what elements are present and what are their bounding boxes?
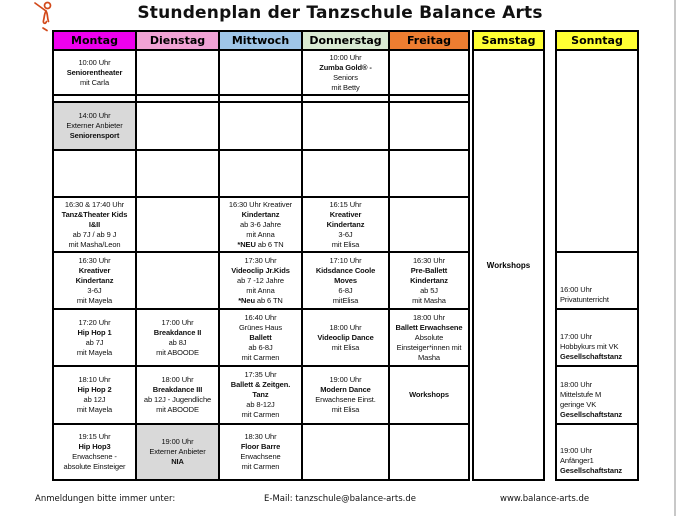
class-cell-freitag-r5	[390, 253, 468, 308]
schedule-line: Floor Barre	[240, 442, 281, 451]
schedule-line: 17:10 Uhr	[329, 255, 362, 265]
empty-cell-dienstag-r2	[137, 103, 218, 149]
schedule-line: Hip Hop 1	[77, 327, 112, 337]
class-cell-sonntag-3	[557, 365, 637, 423]
schedule-line: Zumba Gold® -	[319, 62, 372, 72]
schedule-line: 17:30 Uhr	[244, 255, 277, 265]
schedule-line: 16:30 Uhr	[412, 255, 446, 265]
schedule-line: ab 5J	[420, 285, 438, 295]
schedule-line: mit Elisa	[331, 342, 360, 352]
footer-registration-note: Anmeldungen bitte immer unter:	[35, 494, 176, 504]
schedule-line: Workshops	[486, 260, 531, 270]
empty-cell-dienstag-r5	[137, 253, 218, 308]
empty-cell-donnerstag-r8	[303, 425, 388, 479]
schedule-line: Ballett & Zeitgen.	[230, 380, 291, 389]
empty-cell-freitag-r4	[390, 198, 468, 251]
schedule-line: Breakdance III	[152, 385, 203, 394]
schedule-line: 16:15 Uhr	[329, 199, 362, 209]
schedule-line: Seniorentheater	[66, 67, 123, 77]
schedule-line: 10:00 Uhr	[78, 57, 111, 67]
schedule-line: ab 6-8J	[248, 342, 273, 352]
schedule-line: Seniorensport	[69, 131, 120, 140]
schedule-line: mit Masha	[412, 295, 446, 305]
schedule-line: Tanz	[252, 390, 269, 399]
schedule-line: I&II	[88, 219, 101, 229]
schedule-line: ab 8-12J	[246, 400, 275, 409]
class-cell-freitag-r7	[390, 367, 468, 423]
schedule-line: 19:15 Uhr	[78, 432, 111, 441]
schedule-line: Ballett	[249, 332, 272, 342]
schedule-line: 16:00 Uhr	[560, 285, 593, 294]
class-cell-sonntag-4	[557, 423, 637, 479]
schedule-line: Videoclip Jr.Kids	[231, 265, 290, 275]
schedule-line: 18:00 Uhr	[161, 375, 194, 384]
schedule-line: *Neu ab 6 TN	[238, 295, 283, 305]
schedule-line: 17:00 Uhr	[161, 317, 194, 327]
schedule-line: 18:10 Uhr	[78, 375, 111, 384]
day-header-sonntag: Sonntag	[557, 32, 637, 51]
schedule-line: ab 7J / ab 9 J	[72, 229, 117, 239]
schedule-line: mit Betty	[331, 82, 360, 92]
class-cell-donnerstag-r4	[303, 198, 388, 251]
class-cell-montag-r5	[54, 253, 135, 308]
footer-website: www.balance-arts.de	[500, 494, 590, 504]
day-header-mittwoch: Mittwoch	[220, 32, 301, 49]
schedule-line: mit Mayela	[76, 295, 113, 305]
schedule-line: Kreativer	[329, 209, 362, 219]
schedule-line: Externer Anbieter	[66, 121, 123, 130]
schedule-line: 16:40 Uhr	[244, 312, 277, 322]
class-cell-sonntag-1	[557, 251, 637, 308]
class-cell-sonntag-2	[557, 308, 637, 365]
class-cell-dienstag-r8	[137, 425, 218, 479]
schedule-line: Externer Anbieter	[149, 447, 206, 456]
schedule-line: Breakdance II	[153, 327, 202, 337]
schedule-line: mit Anna	[246, 285, 275, 295]
schedule-line: mit ABOODE	[156, 405, 199, 414]
schedule-line: ab 12J - Jugendliche	[143, 395, 212, 404]
schedule-line: Anfänger1	[560, 456, 594, 465]
empty-cell-donnerstag-r3	[303, 151, 388, 196]
class-cell-montag-r4	[54, 198, 135, 251]
schedule-line: 14:00 Uhr	[78, 111, 111, 120]
schedule-line: ab 3-6 Jahre	[240, 219, 281, 229]
schedule-line: Grünes Haus	[238, 322, 283, 332]
empty-cell-dienstag-r0	[137, 51, 218, 94]
schedule-line: Workshops	[409, 390, 449, 399]
footer-email: E-Mail: tanzschule@balance-arts.de	[264, 494, 416, 504]
schedule-line: absolute Einsteiger	[63, 462, 126, 471]
schedule-line: ab 12J	[83, 395, 106, 404]
schedule-line: 18:00 Uhr	[329, 322, 362, 332]
schedule-line: 19:00 Uhr	[560, 446, 593, 455]
schedule-line: Kreativer	[78, 265, 111, 275]
schedule-line: ab 8J	[168, 337, 187, 347]
saturday-column	[472, 30, 545, 481]
schedule-line: mit Elisa	[331, 405, 360, 414]
schedule-line: Hip Hop 2	[77, 385, 112, 394]
schedule-line: 18:00 Uhr	[560, 380, 593, 389]
empty-cell-freitag-r1	[390, 96, 468, 101]
page-title: Stundenplan der Tanzschule Balance Arts	[137, 3, 543, 23]
weekday-schedule-grid	[52, 30, 470, 481]
class-cell-donnerstag-r6	[303, 310, 388, 365]
empty-cell-donnerstag-r2	[303, 103, 388, 149]
empty-cell-montag-r3	[54, 151, 135, 196]
schedule-line: 16:30 & 17:40 Uhr	[64, 199, 125, 209]
class-cell-montag-r8	[54, 425, 135, 479]
schedule-line: 19:00 Uhr	[329, 375, 362, 384]
class-cell-mittwoch-r6	[220, 310, 301, 365]
day-header-montag: Montag	[54, 32, 135, 49]
empty-cell-freitag-r8	[390, 425, 468, 479]
schedule-line: Seniors	[333, 72, 358, 82]
schedule-line: Hip Hop3	[78, 442, 111, 451]
schedule-line: 17:20 Uhr	[78, 317, 111, 327]
sunday-column	[555, 30, 639, 481]
day-header-dienstag: Dienstag	[137, 32, 218, 49]
schedule-line: Hobbykurs mit VK	[560, 342, 619, 351]
schedule-line: 10:00 Uhr	[329, 52, 362, 62]
schedule-line: Videoclip Dance	[317, 332, 374, 342]
schedule-line: mit Mayela	[76, 347, 113, 357]
schedule-line: Mittelstufe M	[560, 390, 602, 399]
class-cell-dienstag-r6	[137, 310, 218, 365]
empty-cell-mittwoch-r2	[220, 103, 301, 149]
empty-cell-freitag-r3	[390, 151, 468, 196]
schedule-line: mit Carmen	[241, 410, 280, 419]
schedule-line: 18:00 Uhr	[412, 312, 446, 322]
schedule-line: mit Elisa	[331, 239, 360, 249]
page-edge-line	[674, 0, 676, 516]
schedule-line: Kindertanz	[75, 275, 114, 285]
schedule-line: Gesellschaftstanz	[560, 410, 623, 419]
schedule-line: mit ABOODE	[156, 347, 199, 357]
schedule-line: geringe VK	[560, 400, 597, 409]
empty-cell-sonntag-0	[557, 51, 637, 251]
schedule-line: ab 7 -12 Jahre	[237, 275, 284, 285]
schedule-line: Gesellschaftstanz	[560, 466, 623, 475]
class-cell-mittwoch-r8	[220, 425, 301, 479]
schedule-line: Kindertanz	[410, 275, 448, 285]
empty-cell-montag-r1	[54, 96, 135, 101]
schedule-line: 17:00 Uhr	[560, 332, 593, 341]
empty-cell-donnerstag-r1	[303, 96, 388, 101]
schedule-line: Kindertanz	[241, 209, 280, 219]
schedule-line: 18:30 Uhr	[244, 432, 277, 441]
empty-cell-dienstag-r1	[137, 96, 218, 101]
class-cell-mittwoch-r7	[220, 367, 301, 423]
schedule-line: Moves	[334, 275, 357, 285]
schedule-line: 3-6J	[338, 229, 353, 239]
schedule-line: Erwachsene	[240, 452, 281, 461]
class-cell-freitag-r6	[390, 310, 468, 365]
day-header-samstag: Samstag	[474, 32, 543, 51]
empty-cell-dienstag-r3	[137, 151, 218, 196]
schedule-line: Kindertanz	[326, 219, 365, 229]
schedule-line: 16:30 Uhr Kreativer	[228, 199, 293, 209]
class-cell-donnerstag-r7	[303, 367, 388, 423]
empty-cell-dienstag-r4	[137, 198, 218, 251]
schedule-line: mit Carla	[79, 77, 110, 87]
schedule-line: ab 7J	[85, 337, 104, 347]
schedule-line: Ballett Erwachsene	[395, 322, 463, 332]
schedule-line: 16:30 Uhr	[78, 255, 111, 265]
schedule-line: Masha	[417, 352, 440, 362]
saturday-workshops-cell	[474, 51, 543, 479]
day-header-donnerstag: Donnerstag	[303, 32, 388, 49]
empty-cell-freitag-r0	[390, 51, 468, 94]
schedule-line: mit Anna	[246, 229, 275, 239]
empty-cell-mittwoch-r3	[220, 151, 301, 196]
schedule-line: mitElisa	[332, 295, 359, 305]
schedule-line: mit Carmen	[241, 462, 280, 471]
class-cell-montag-r6	[54, 310, 135, 365]
empty-cell-freitag-r2	[390, 103, 468, 149]
schedule-line: NIA	[171, 457, 184, 466]
schedule-line: mit Carmen	[241, 352, 280, 362]
schedule-line: Kidsdance Coole	[315, 265, 376, 275]
schedule-line: 6-8J	[338, 285, 353, 295]
schedule-line: 17:35 Uhr	[244, 370, 277, 379]
class-cell-montag-r2	[54, 103, 135, 149]
class-cell-montag-r7	[54, 367, 135, 423]
class-cell-mittwoch-r4	[220, 198, 301, 251]
schedule-line: 3-6J	[87, 285, 102, 295]
schedule-line: Erwachsene -	[72, 452, 117, 461]
schedule-line: Tanz&Theater Kids	[61, 209, 128, 219]
empty-cell-mittwoch-r1	[220, 96, 301, 101]
schedule-line: 19:00 Uhr	[161, 437, 194, 446]
schedule-line: Pre-Ballett	[410, 265, 448, 275]
schedule-line: Absolute	[414, 332, 444, 342]
schedule-line: *NEU ab 6 TN	[237, 239, 284, 249]
class-cell-dienstag-r7	[137, 367, 218, 423]
empty-cell-mittwoch-r0	[220, 51, 301, 94]
class-cell-donnerstag-r5	[303, 253, 388, 308]
schedule-line: Privatunterricht	[560, 295, 609, 304]
schedule-line: mit Masha/Leon	[68, 239, 121, 249]
schedule-line: Erwachsene Einst.	[315, 395, 376, 404]
schedule-line: Modern Dance	[320, 385, 371, 394]
day-header-freitag: Freitag	[390, 32, 468, 49]
schedule-line: mit Mayela	[76, 405, 113, 414]
schedule-line: Gesellschaftstanz	[560, 352, 623, 361]
class-cell-mittwoch-r5	[220, 253, 301, 308]
class-cell-donnerstag-r0	[303, 51, 388, 94]
schedule-line: Einsteiger*innen mit	[396, 342, 462, 352]
class-cell-montag-r0	[54, 51, 135, 94]
